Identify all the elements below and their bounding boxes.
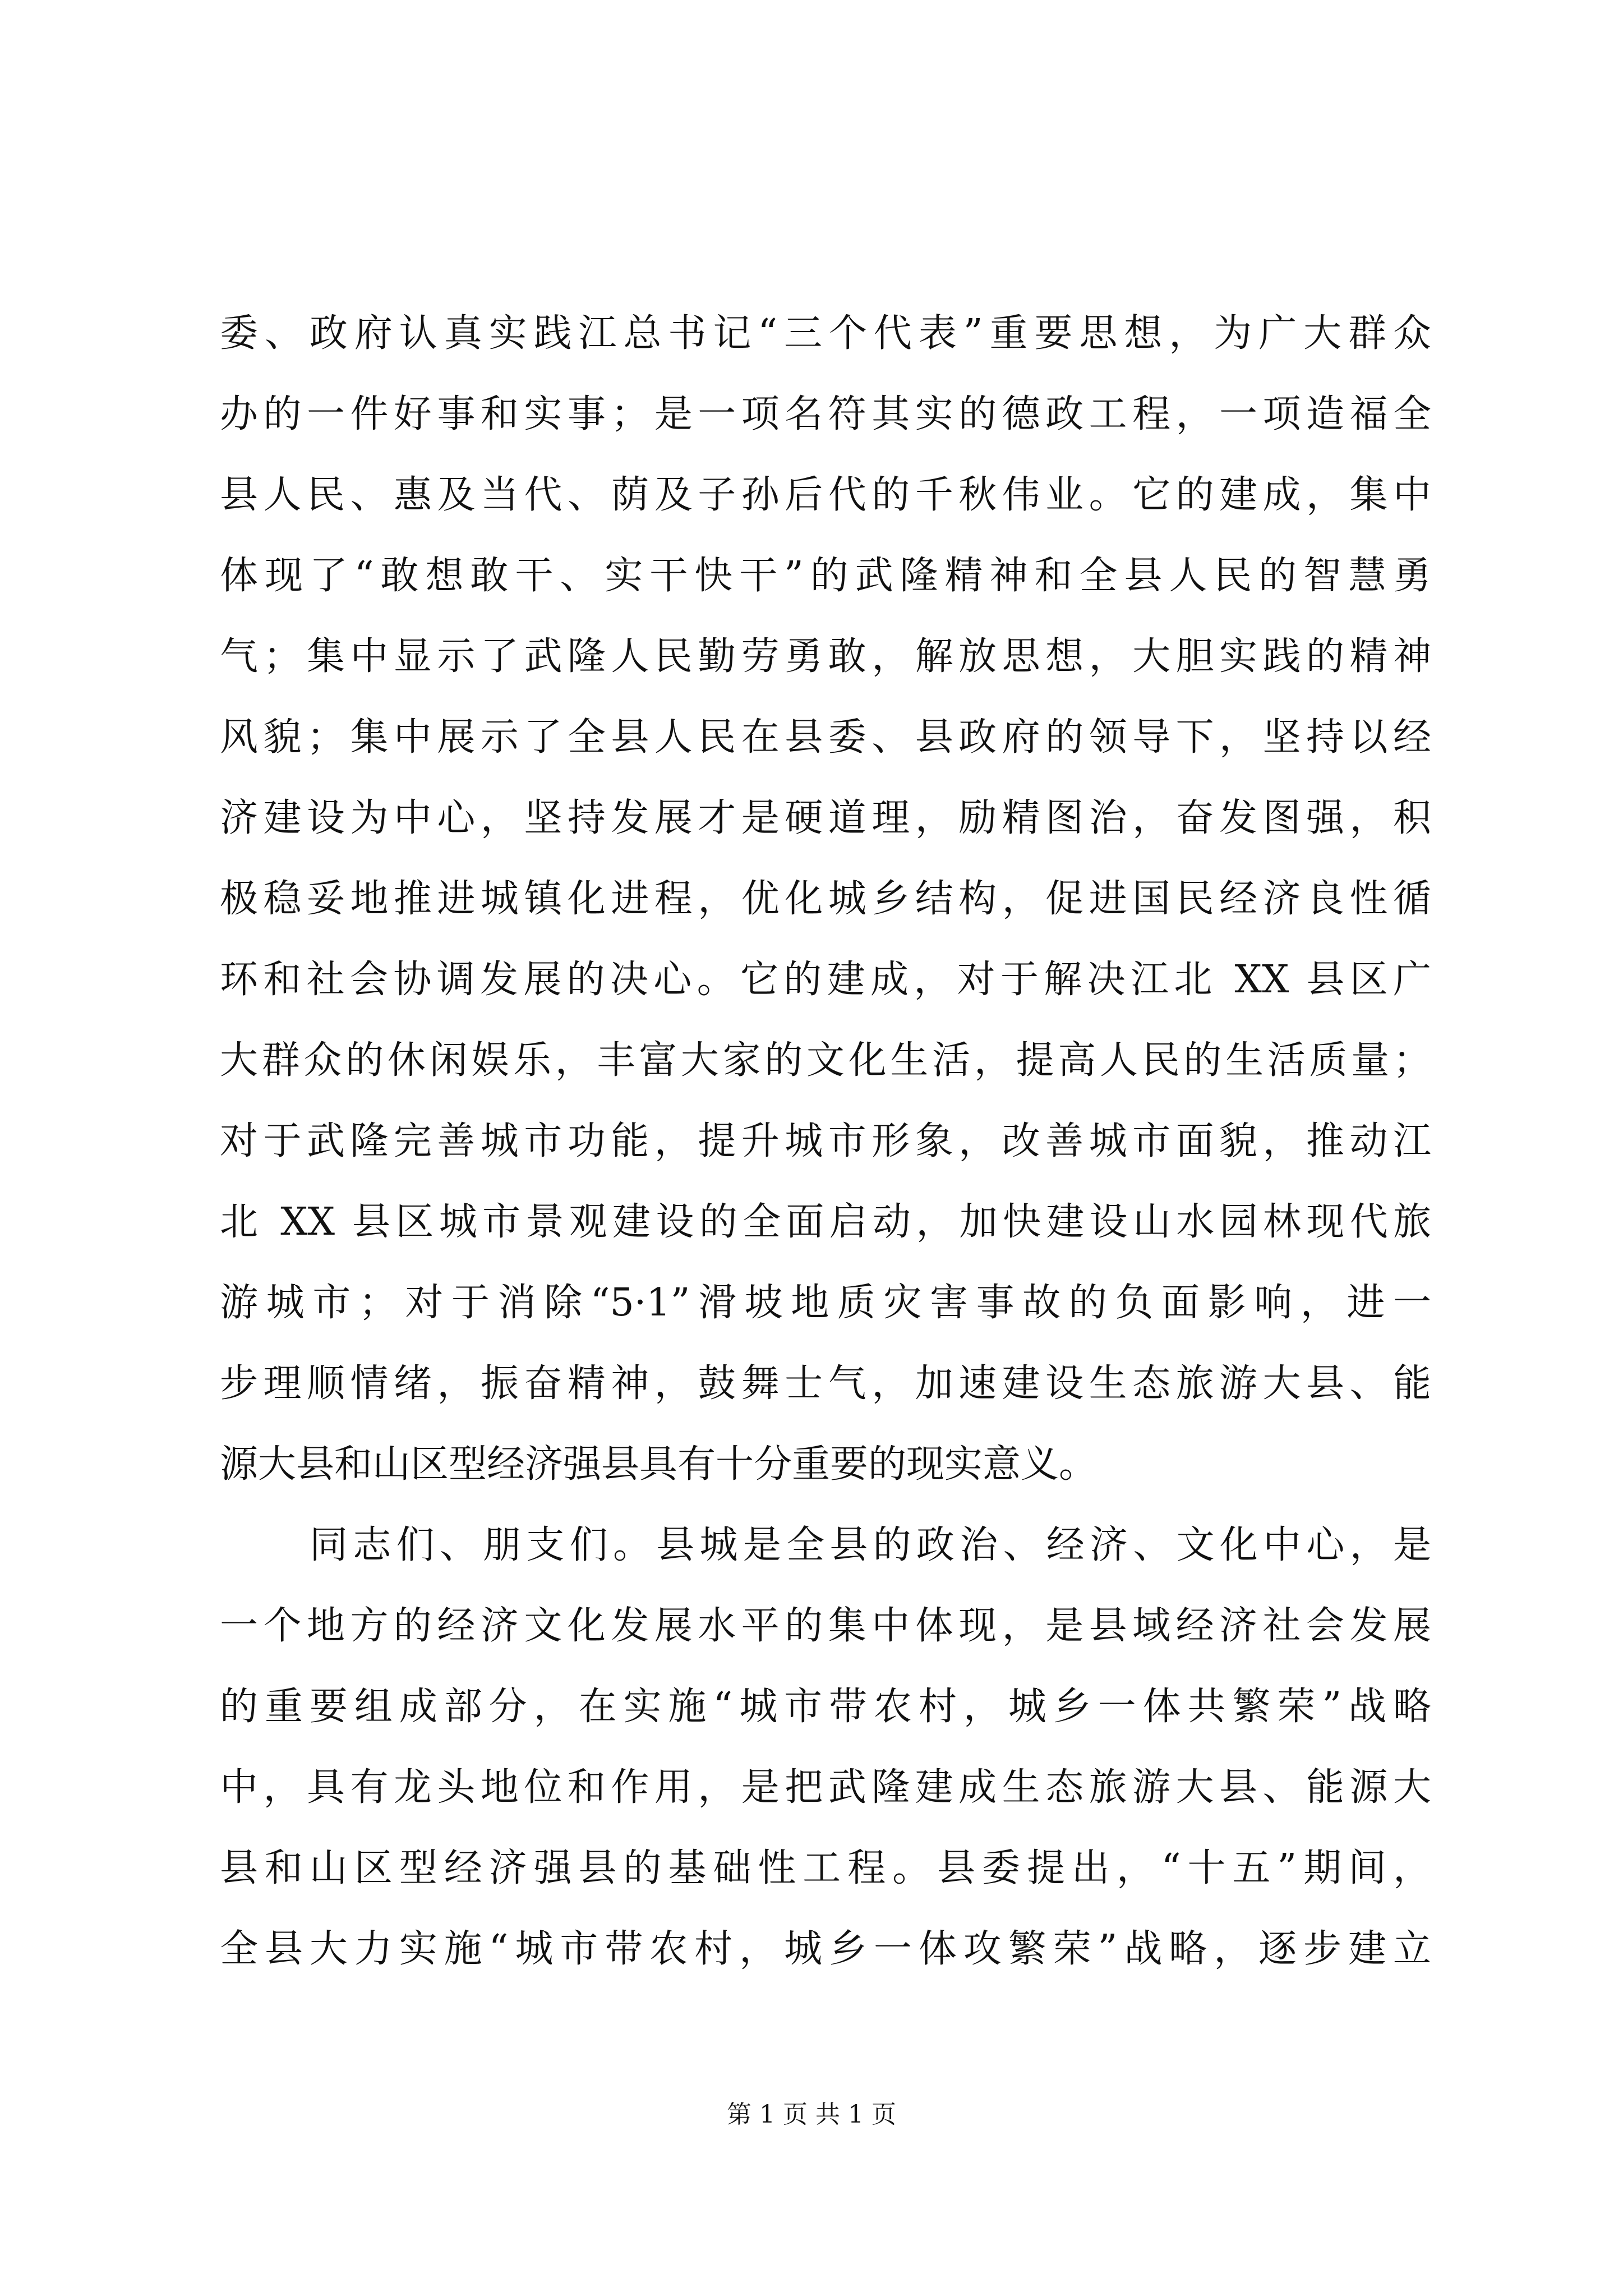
text-line: 办的一件好事和实事；是一项名符其实的德政工程，一项造福全 — [220, 392, 1431, 436]
text-line: 体现了“敢想敢干、实干快干”的武隆精神和全县人民的智慧勇 — [220, 554, 1431, 598]
text-line: 县和山区型经济强县的基础性工程。县委提出，“十五”期间， — [220, 1846, 1431, 1890]
paragraph-end-line: 源大县和山区型经济强县具有十分重要的现实意义。 — [220, 1442, 1098, 1487]
text-line: 气；集中显示了武隆人民勤劳勇敢，解放思想，大胆实践的精神 — [220, 634, 1431, 679]
paragraph-start-line: 同志们、朋支们。县城是全县的政治、经济、文化中心，是 — [310, 1523, 1431, 1567]
text-line: 的重要组成部分，在实施“城市带农村，城乡一体共繁荣”战略 — [220, 1685, 1431, 1729]
text-line: 一个地方的经济文化发展水平的集中体现，是县域经济社会发展 — [220, 1604, 1431, 1648]
text-line: 大群众的休闲娱乐，丰富大家的文化生活，提高人民的生活质量； — [220, 1038, 1431, 1083]
text-line: 对于武隆完善城市功能，提升城市形象，改善城市面貌，推动江 — [220, 1119, 1431, 1163]
text-line: 委、政府认真实践江总书记“三个代表”重要思想，为广大群众 — [220, 311, 1431, 356]
text-line: 北 XX 县区城市景观建设的全面启动，加快建设山水园林现代旅 — [220, 1200, 1431, 1244]
text-line: 游城市；对于消除“5·1”滑坡地质灾害事故的负面影响，进一 — [220, 1281, 1431, 1325]
page-number-footer: 第 1 页 共 1 页 — [727, 2100, 896, 2129]
text-line: 中，具有龙头地位和作用，是把武隆建成生态旅游大县、能源大 — [220, 1765, 1431, 1810]
text-line: 风貌；集中展示了全县人民在县委、县政府的领导下，坚持以经 — [220, 715, 1431, 760]
body-text — [220, 293, 1431, 1990]
text-line: 步理顺情绪，振奋精神，鼓舞士气，加速建设生态旅游大县、能 — [220, 1361, 1431, 1406]
text-line: 县人民、惠及当代、荫及子孙后代的千秋伟业。它的建成，集中 — [220, 473, 1431, 517]
text-line: 济建设为中心，坚持发展才是硬道理，励精图治，奋发图强，积 — [220, 796, 1431, 840]
text-line: 全县大力实施“城市带农村，城乡一体攻繁荣”战略，逐步建立 — [220, 1927, 1431, 1971]
text-line: 环和社会协调发展的决心。它的建成，对于解决江北 XX 县区广 — [220, 958, 1431, 1002]
text-line: 极稳妥地推进城镇化进程，优化城乡结构，促进国民经济良性循 — [220, 877, 1431, 921]
